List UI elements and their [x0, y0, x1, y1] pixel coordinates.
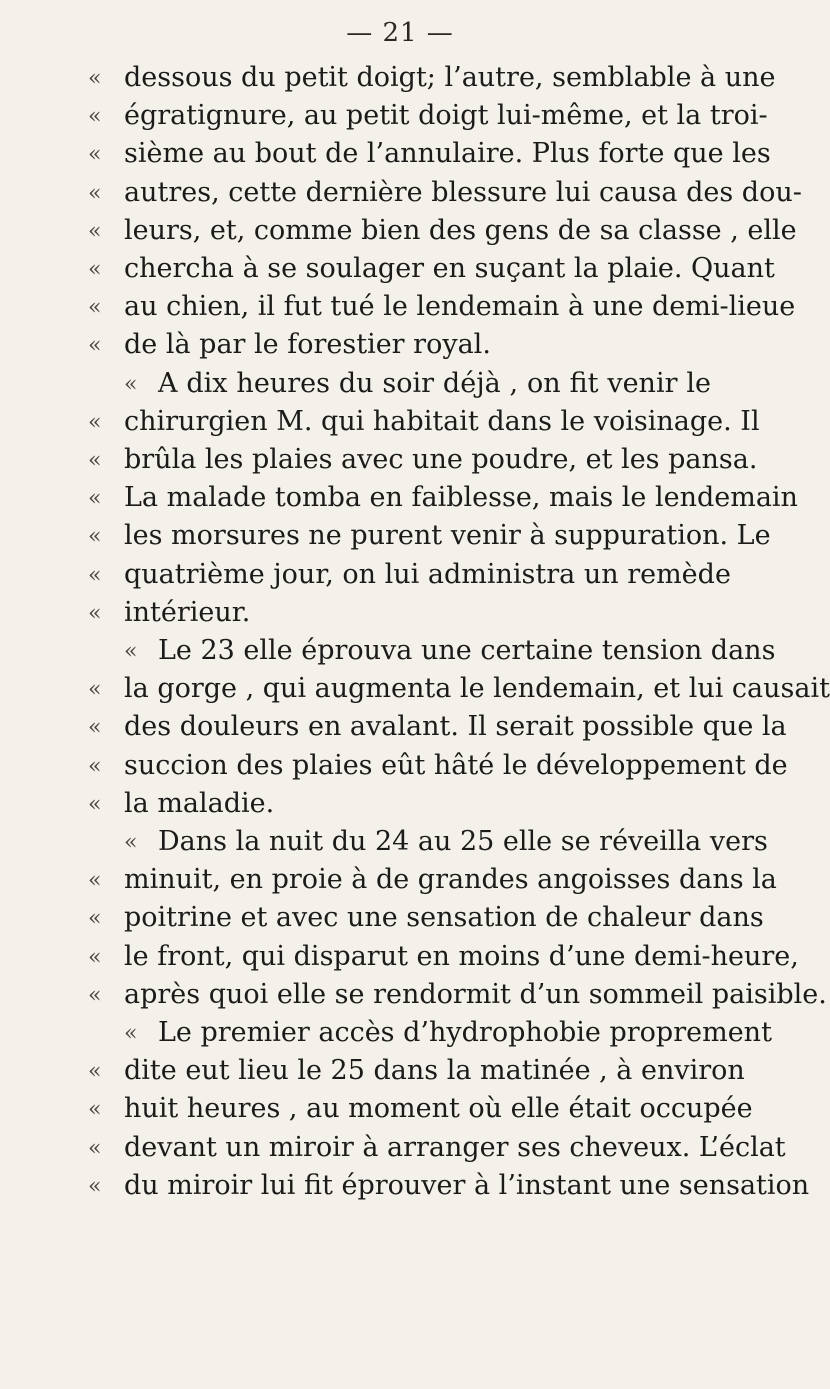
guillemet-mark: «: [88, 142, 102, 168]
guillemet-mark: «: [124, 830, 138, 855]
line-text: poitrine et avec une sensation de chaleur dans: [124, 902, 764, 934]
text-line: [0, 1168, 810, 1206]
text-line: [0, 442, 800, 480]
guillemet-mark: «: [88, 1173, 102, 1199]
text-line: [0, 671, 830, 709]
text-line: [0, 366, 800, 404]
guillemet-mark: «: [88, 448, 102, 473]
line-text: La malade tomba en faiblesse, mais le lendemain: [124, 482, 798, 514]
text-line: [0, 786, 800, 824]
text-line: [0, 939, 800, 977]
guillemet-mark: «: [88, 180, 102, 206]
line-text: sième au bout de l’annulaire. Plus forte que les: [124, 138, 771, 170]
guillemet-mark: «: [124, 371, 138, 397]
text-line: [0, 633, 800, 671]
line-text: dessous du petit doigt; l’autre, semblable à une: [124, 62, 776, 93]
line-text: autres, cette dernière blessure lui causa des dou-: [124, 176, 802, 208]
line-text: brûla les plaies avec une poudre, et les pansa.: [124, 444, 758, 475]
text-line: [0, 289, 800, 327]
line-text: Le premier accès d’hydrophobie proprement: [158, 1017, 772, 1048]
guillemet-mark: «: [88, 753, 102, 779]
text-line: [0, 480, 800, 518]
guillemet-mark: «: [88, 218, 102, 244]
line-text: la gorge , qui augmenta le lendemain, et lui causait: [124, 673, 830, 705]
guillemet-mark: «: [88, 868, 102, 894]
line-text: des douleurs en avalant. Il serait possible que la: [124, 711, 787, 743]
guillemet-mark: «: [88, 295, 102, 321]
page-number: — 21 —: [346, 18, 454, 48]
line-text: la maladie.: [124, 787, 275, 819]
guillemet-mark: «: [88, 333, 102, 359]
line-text: intérieur.: [124, 596, 251, 628]
line-text: le front, qui disparut en moins d’une demi-heure,: [124, 940, 799, 972]
text-line: [0, 1053, 800, 1091]
text-line: [0, 175, 800, 213]
line-text: dite eut lieu le 25 dans la matinée , à environ: [124, 1055, 745, 1087]
text-line: [0, 136, 800, 174]
line-text: de là par le forestier royal.: [124, 329, 491, 361]
line-text: après quoi elle se rendormit d’un sommeil paisible.: [124, 978, 827, 1010]
guillemet-mark: «: [124, 639, 138, 664]
line-text: du miroir lui fit éprouver à l’instant une sensation: [124, 1169, 810, 1201]
guillemet-mark: «: [88, 1097, 102, 1123]
guillemet-mark: «: [88, 104, 102, 130]
guillemet-mark: «: [88, 486, 102, 512]
guillemet-mark: «: [124, 1021, 138, 1046]
text-line: [0, 251, 800, 289]
guillemet-mark: «: [88, 791, 102, 817]
text-line: [0, 1130, 800, 1168]
text-line: [0, 60, 800, 98]
text-line: [0, 1015, 800, 1053]
line-text: les morsures ne purent venir à suppuration. Le: [124, 520, 771, 552]
text-line: [0, 748, 800, 786]
line-text: minuit, en proie à de grandes angoisses dans la: [124, 864, 777, 896]
guillemet-mark: «: [88, 982, 102, 1008]
line-text: leurs, et, comme bien des gens de sa classe , elle: [124, 214, 797, 246]
guillemet-mark: «: [88, 715, 102, 741]
line-text: Dans la nuit du 24 au 25 elle se réveilla vers: [158, 826, 768, 857]
line-text: chirurgien M. qui habitait dans le voisinage. Il: [124, 405, 760, 437]
guillemet-mark: «: [88, 257, 102, 282]
text-line: [0, 98, 800, 136]
line-text: devant un miroir à arranger ses cheveux. L’éclat: [124, 1131, 786, 1163]
text-line: [0, 1091, 800, 1129]
guillemet-mark: «: [88, 409, 102, 435]
text-line: [0, 824, 800, 862]
line-text: succion des plaies eût hâté le développement de: [124, 749, 788, 781]
guillemet-mark: «: [88, 944, 102, 970]
line-text: chercha à se soulager en suçant la plaie. Quant: [124, 253, 775, 284]
guillemet-mark: «: [88, 600, 102, 626]
guillemet-mark: «: [88, 1059, 102, 1085]
line-text: A dix heures du soir déjà , on fit venir le: [158, 367, 711, 399]
line-text: Le 23 elle éprouva une certaine tension dans: [158, 635, 776, 666]
text-line: [0, 709, 800, 747]
line-text: au chien, il fut tué le lendemain à une demi-lieue: [124, 291, 796, 323]
line-text: huit heures , au moment où elle était occupée: [124, 1093, 753, 1125]
guillemet-mark: «: [88, 66, 102, 91]
text-line: [0, 862, 800, 900]
guillemet-mark: «: [88, 906, 102, 932]
guillemet-mark: «: [88, 524, 102, 550]
text-line: [0, 977, 827, 1015]
guillemet-mark: «: [88, 1135, 102, 1161]
line-text: quatrième jour, on lui administra un remède: [124, 558, 731, 590]
guillemet-mark: «: [88, 677, 102, 703]
text-line: [0, 327, 800, 365]
text-line: [0, 557, 800, 595]
line-text: égratignure, au petit doigt lui-même, et la troi-: [124, 100, 768, 132]
text-line: [0, 404, 800, 442]
guillemet-mark: «: [88, 562, 102, 588]
text-line: [0, 518, 800, 556]
text-line: [0, 595, 800, 633]
text-line: [0, 213, 800, 251]
text-line: [0, 900, 800, 938]
